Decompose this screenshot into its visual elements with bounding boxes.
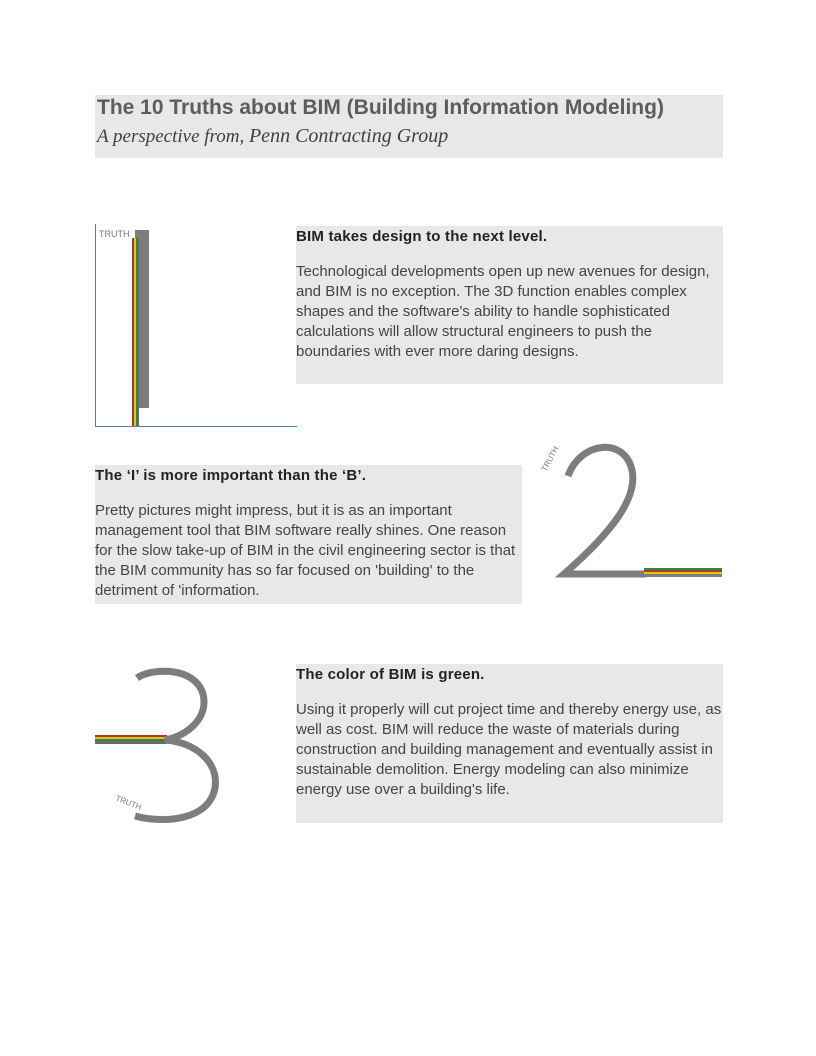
truth-2-heading: The ‘I’ is more important than the ‘B’. (95, 467, 367, 484)
truth-1-panel (296, 226, 723, 384)
truth-3-stripe-yellow (95, 737, 167, 739)
truth-2-graphic (536, 436, 724, 582)
truth-3-stripe-green (95, 739, 167, 741)
subtitle-company: Penn Contracting Group (248, 125, 449, 147)
document-title: The 10 Truths about BIM (Building Information Modeling) (97, 96, 664, 119)
truth-2-numeral (564, 447, 646, 574)
truth-1-body: Technological developments open up new avenues for design, and BIM is no exception. The 3D function enables complex shapes and the software's ability to handle sophisticated calculations will allow structural engineers to push the boundaries with ever more daring designs. (296, 263, 710, 360)
document-subtitle (97, 125, 448, 148)
truth-3-numeral (135, 671, 215, 819)
subtitle-lead: A perspective from, (97, 126, 245, 147)
truth-1-stripe-gray (138, 238, 139, 426)
truth-3-graphic (95, 666, 225, 826)
truth-2-stripe-yellow (644, 572, 722, 574)
truth-2-panel (95, 465, 522, 604)
truth-3-panel (296, 664, 723, 823)
document-header (95, 95, 723, 158)
truth-1-stripe-green (136, 238, 138, 426)
truth-1-badge: TRUTH (99, 229, 130, 239)
truth-1-graphic (95, 224, 297, 428)
truth-3-stripe-gray (95, 741, 167, 744)
truth-1-stripe-red (132, 238, 134, 426)
truth-2-stripe-green (644, 568, 722, 570)
truth-3-stripe-red (95, 735, 167, 737)
truth-2-stripe-red (644, 570, 722, 572)
truth-1-stripe-yellow (134, 238, 136, 426)
truth-2-badge: TRUTH (539, 444, 561, 473)
truth-3-heading: The color of BIM is green. (296, 666, 485, 683)
truth-2-stripe-gray (644, 574, 722, 577)
truth-3-body: Using it properly will cut project time and thereby energy use, as well as cost. BIM will reduce the waste of materials during construction and building management and eventually assist in sustainable demolition. Energy modeling can also minimize energy use over a building's life. (296, 701, 722, 798)
truth-3-badge: TRUTH (114, 793, 143, 813)
truth-2-body: Pretty pictures might impress, but it is as an important management tool that BIM software really shines. One reason for the slow take-up of BIM in the civil engineering sector is that the BIM community has so far focused on 'building' to the detriment of 'information. (95, 502, 516, 599)
truth-1-heading: BIM takes design to the next level. (296, 228, 548, 245)
